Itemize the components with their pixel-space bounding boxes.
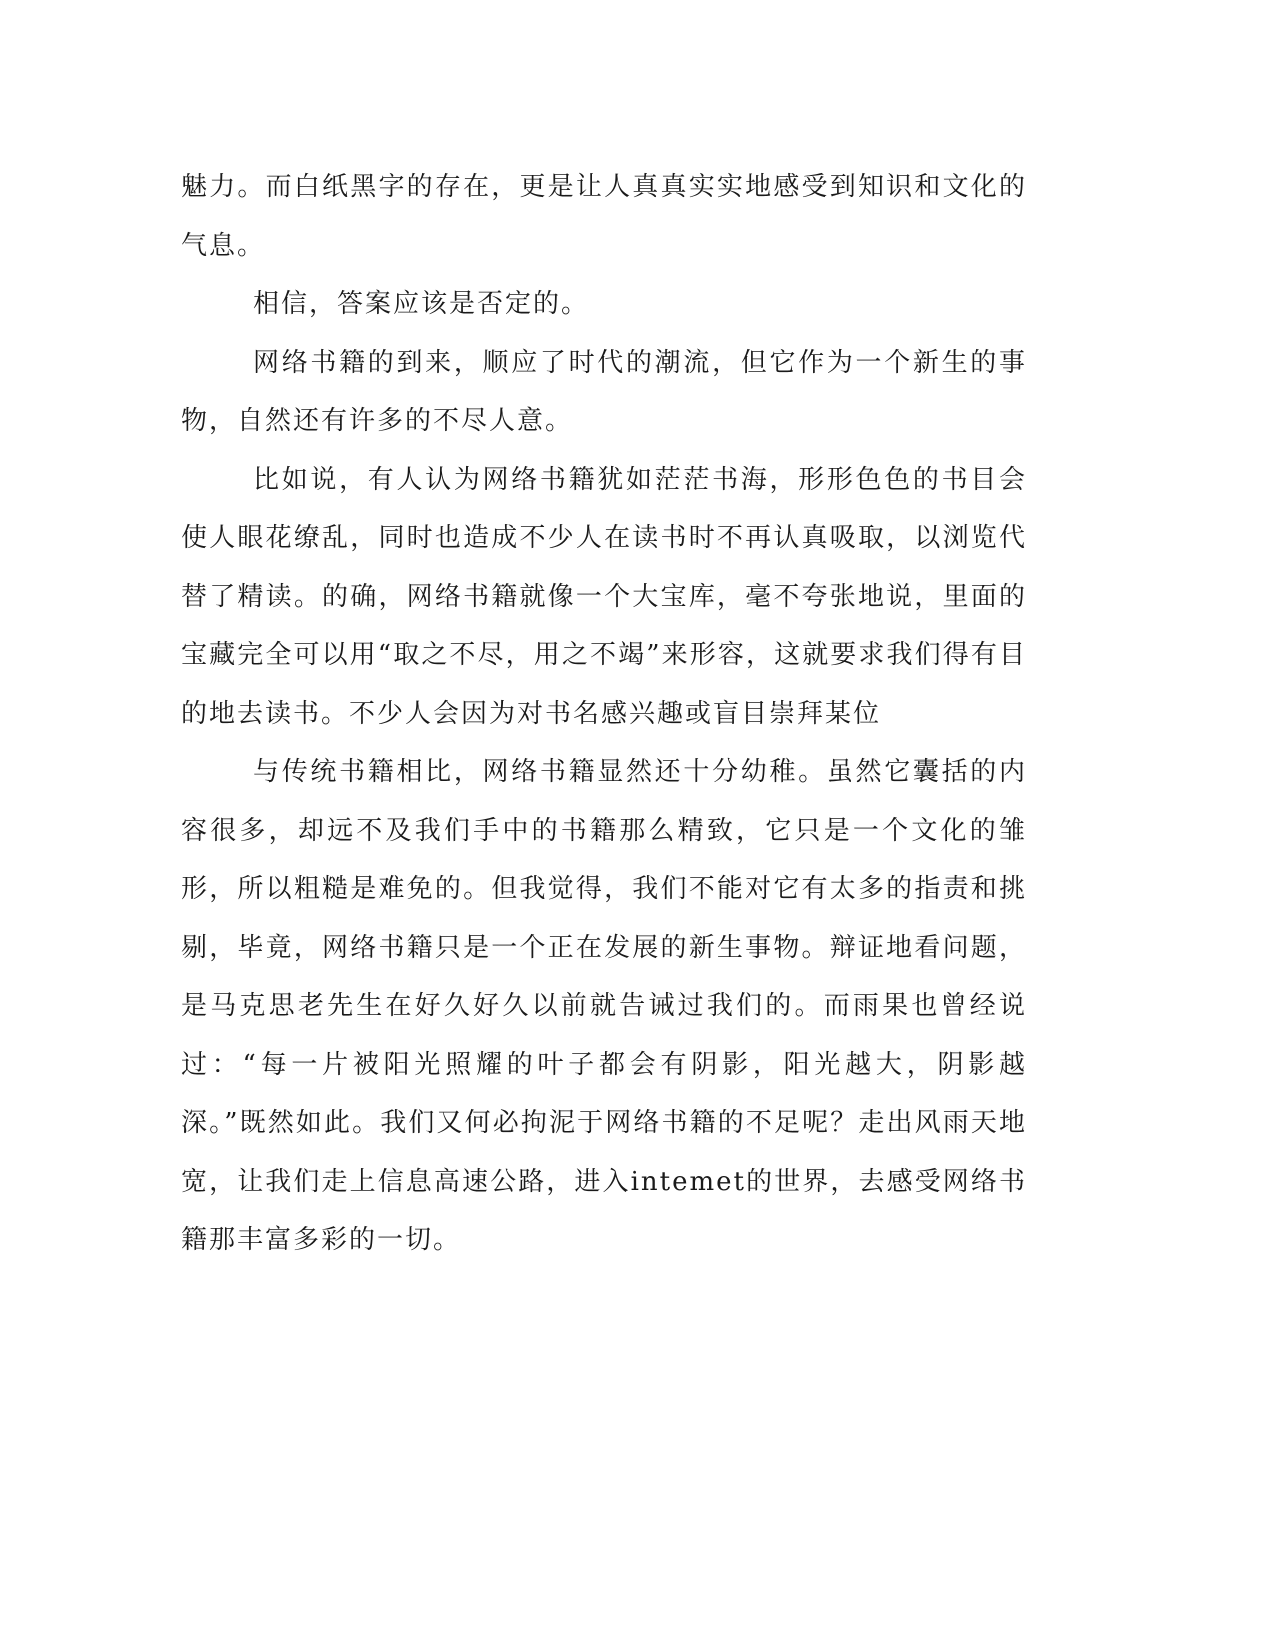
paragraph-4: 比如说，有人认为网络书籍犹如茫茫书海，形形色色的书目会使人眼花缭乱，同时也造成不少人在读书时不再认真吸取，以浏览代替了精读。的确，网络书籍就像一个大宝库，毫不夸张地说，里面的宝藏完全可以用“取之不尽，用之不竭”来形容，这就要求我们得有目的地去读书。不少人会因为对书名感兴趣或盲目崇拜某位	[181, 464, 1027, 729]
paragraph-1: 魅力。而白纸黑字的存在，更是让人真真实实地感受到知识和文化的气息。	[181, 172, 1027, 261]
essay-body	[181, 158, 1027, 1270]
paragraph-5: 与传统书籍相比，网络书籍显然还十分幼稚。虽然它囊括的内容很多，却远不及我们手中的书籍那么精致，它只是一个文化的雏形，所以粗糙是难免的。但我觉得，我们不能对它有太多的指责和挑剔，毕竟，网络书籍只是一个正在发展的新生事物。辩证地看问题，是马克思老先生在好久好久以前就告诫过我们的。而雨果也曾经说过：“每一片被阳光照耀的叶子都会有阴影，阳光越大，阴影越深。”既然如此。我们又何必拘泥于网络书籍的不足呢？走出风雨天地宽，让我们走上信息高速公路，进入intemet的世界，去感受网络书籍那丰富多彩的一切。	[181, 757, 1027, 1255]
paragraph-2: 相信，答案应该是否定的。	[253, 289, 590, 319]
paragraph-3: 网络书籍的到来，顺应了时代的潮流，但它作为一个新生的事物，自然还有许多的不尽人意。	[181, 347, 1027, 436]
